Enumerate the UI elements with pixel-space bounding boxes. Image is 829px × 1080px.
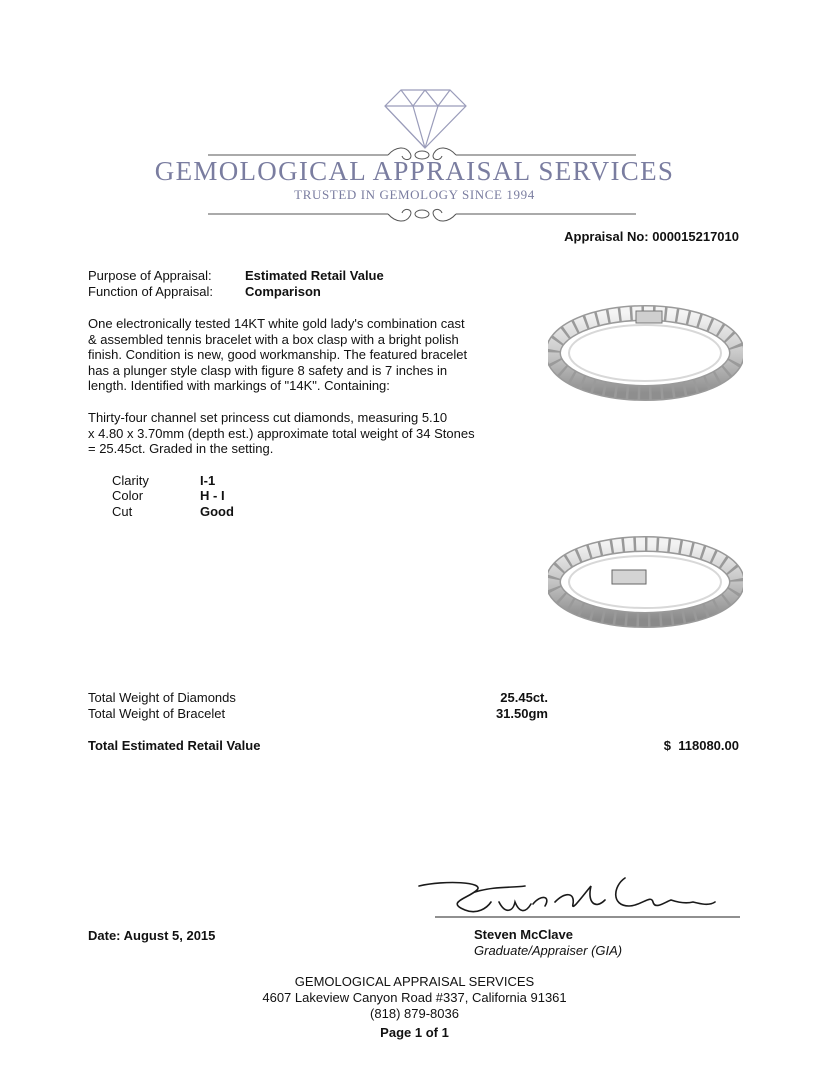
footer-address: 4607 Lakeview Canyon Road #337, California 91361 xyxy=(262,990,567,1005)
signer-name: Steven McClave xyxy=(474,927,573,942)
grade-label: Clarity xyxy=(112,473,149,488)
appraisal-number: Appraisal No: 000015217010 xyxy=(564,229,739,244)
function-value: Comparison xyxy=(245,284,321,299)
total-retail-label: Total Estimated Retail Value xyxy=(88,738,261,753)
total-bracelet-label: Total Weight of Bracelet xyxy=(88,706,226,721)
total-retail-value: $ 118080.00 xyxy=(663,738,739,753)
footer-company: GEMOLOGICAL APPRAISAL SERVICES xyxy=(294,974,535,989)
stones-line: = 25.45ct. Graded in the setting. xyxy=(88,441,274,457)
purpose-row xyxy=(88,268,384,283)
total-bracelet-row xyxy=(88,706,748,721)
handwritten-signature xyxy=(415,872,740,922)
function-row xyxy=(88,284,321,299)
grade-value: H - I xyxy=(200,488,225,503)
page-number: Page 1 of 1 xyxy=(380,1025,449,1040)
grade-label: Cut xyxy=(112,504,133,519)
scroll-ornament-bottom-icon xyxy=(208,203,636,225)
grade-value: Good xyxy=(200,504,234,519)
diamond-logo-icon xyxy=(383,88,468,150)
stones-line: x 4.80 x 3.70mm (depth est.) approximate total weight of 34 Stones xyxy=(88,425,475,441)
item-description xyxy=(88,316,498,394)
appraisal-date: Date: August 5, 2015 xyxy=(88,928,216,943)
grade-color xyxy=(112,488,225,503)
description-line: length. Identified with markings of "14K". Containing: xyxy=(88,378,390,394)
grade-cut xyxy=(112,504,234,519)
purpose-label: Purpose of Appraisal: xyxy=(88,268,212,283)
total-diamonds-label: Total Weight of Diamonds xyxy=(88,690,236,705)
total-diamonds-value: 25.45ct. xyxy=(500,690,548,705)
grade-clarity xyxy=(112,473,215,488)
grade-value: I-1 xyxy=(200,473,216,488)
description-line: has a plunger style clasp with figure 8 safety and is 7 inches in xyxy=(88,362,448,378)
description-line: One electronically tested 14KT white gold lady's combination cast xyxy=(88,316,465,331)
total-diamonds-row xyxy=(88,690,748,705)
company-name: GEMOLOGICAL APPRAISAL SERVICES xyxy=(154,156,675,186)
stones-line: Thirty-four channel set princess cut diamonds, measuring 5.10 xyxy=(88,410,448,425)
total-bracelet-value: 31.50gm xyxy=(495,706,548,721)
signer-title: Graduate/Appraiser (GIA) xyxy=(474,943,623,958)
bracelet-photo-top xyxy=(548,305,743,405)
footer-phone: (818) 879-8036 xyxy=(370,1006,459,1021)
purpose-value: Estimated Retail Value xyxy=(245,268,384,283)
description-line: finish. Condition is new, good workmanship. The featured bracelet xyxy=(88,347,468,363)
description-line: & assembled tennis bracelet with a box clasp with a bright polish xyxy=(88,331,459,347)
grade-label: Color xyxy=(112,488,144,503)
company-tagline: TRUSTED IN GEMOLOGY SINCE 1994 xyxy=(294,187,535,202)
function-label: Function of Appraisal: xyxy=(88,284,214,299)
bracelet-photo-bottom xyxy=(548,532,743,632)
stones-description xyxy=(88,410,498,457)
